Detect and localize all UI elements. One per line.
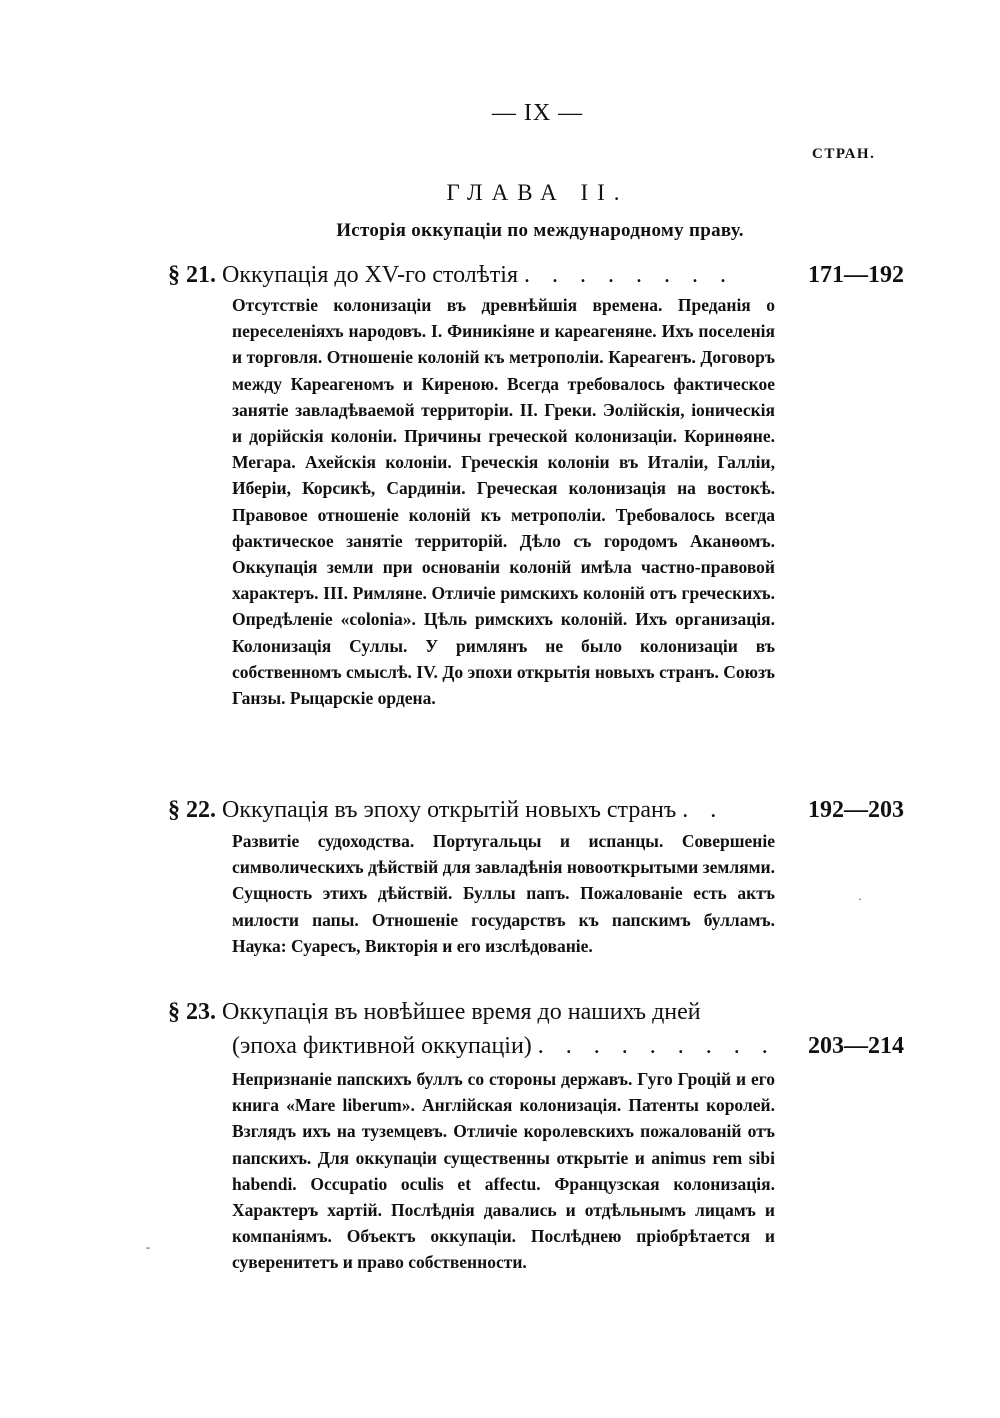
section-22-pages: 192—203 — [808, 797, 904, 823]
section-23-number: § 23. — [168, 999, 216, 1025]
section-21-title: Оккупація до XV-го столѣтія — [222, 262, 518, 288]
chapter-heading: ГЛАВА II. — [446, 180, 629, 205]
page-number: — IX — — [491, 100, 584, 126]
section-22-leader: . . — [682, 797, 725, 823]
page-column-label: СТРАН. — [812, 146, 876, 162]
section-23-title-line-1 — [168, 995, 908, 1029]
section-21-number: § 21. — [168, 262, 216, 288]
print-speck: · — [858, 892, 862, 906]
section-22-summary: Развитіе судоходства. Португальцы и испанцы. Совершеніе символическихъ дѣйствій для завладѣнія новооткрытыми землями. Сущность этихъ дѣйствій. Буллы папъ. Пожалованіе есть актъ милости папы. Отношеніе государствъ къ папскимъ булламъ. Наука: Суаресъ, Викторія и его изслѣдованіе. — [232, 831, 775, 956]
print-speck: - — [146, 1240, 150, 1254]
section-23-heading — [168, 995, 908, 1063]
section-22-number: § 22. — [168, 797, 216, 823]
section-23-title: Оккупація въ новѣйшее время до нашихъ дней — [222, 999, 701, 1025]
chapter-title: Исторія оккупаціи по международному праву. — [336, 220, 744, 241]
section-23-summary: Непризнаніе папскихъ буллъ со стороны державъ. Гуго Гроцій и его книга «Mare liberum». Англійская колонизація. Патенты королей. Взглядъ ихъ на туземцевъ. Отличіе королевскихъ пожалованій отъ папскихъ. Для оккупаціи существенны открытіе и animus rem sibi habendi. Occupatio oculis et affectu. Французская колонизація. Характеръ хартій. Послѣднія давались и отдѣльнымъ лицамъ и компаніямъ. Объектъ оккупаціи. Послѣднею пріобрѣтается и суверенитетъ и право собственности. — [232, 1069, 775, 1273]
section-22-heading — [168, 793, 908, 827]
section-21-leader: . . . . . . . . — [523, 262, 734, 288]
section-23-leader: . . . . . . . . . — [537, 1033, 776, 1059]
section-21-summary: Отсутствіе колонизаціи въ древнѣйшія времена. Преданія о переселеніяхъ народовъ. I. Финикіяне и кареагеняне. Ихъ поселенія и торговля. Отношеніе колоній къ метрополіи. Кареагенъ. Договоръ между Кареагеномъ и Киреною. Всегда требовалось фактическое занятіе завладѣваемой территоріи. II. Греки. Эолійскія, іоническія и дорійскія колоніи. Причины греческой колонизаціи. Коринѳяне. Мегара. Ахейскія колоніи. Греческія колоніи въ Италіи, Галліи, Иберіи, Корсикѣ, Сардиніи. Греческая колонизація на востокѣ. Правовое отношеніе колоній къ метрополіи. Требовалось всегда фактическое занятіе территорій. Дѣло съ городомъ Аканѳомъ. Оккупація земли при основаніи колоній имѣла частно-правовой характеръ. III. Римляне. Отличіе римскихъ колоній отъ греческихъ. Опредѣленіе «colonia». Цѣль римскихъ колоній. Ихъ организація. Колонизація Суллы. У римлянъ не было колонизаціи въ собственномъ смыслѣ. IV. До эпохи открытія новыхъ странъ. Союзъ Ганзы. Рыцарскіе ордена. — [232, 295, 775, 709]
section-22-title: Оккупація въ эпоху открытій новыхъ странъ — [222, 797, 677, 823]
section-23-title-continued: (эпоха фиктивной оккупаціи) — [232, 1033, 532, 1059]
section-21-pages: 171—192 — [808, 262, 904, 288]
section-23-pages: 203—214 — [808, 1033, 904, 1059]
section-21-heading — [168, 258, 908, 292]
section-23-title-line-2 — [168, 1029, 908, 1063]
